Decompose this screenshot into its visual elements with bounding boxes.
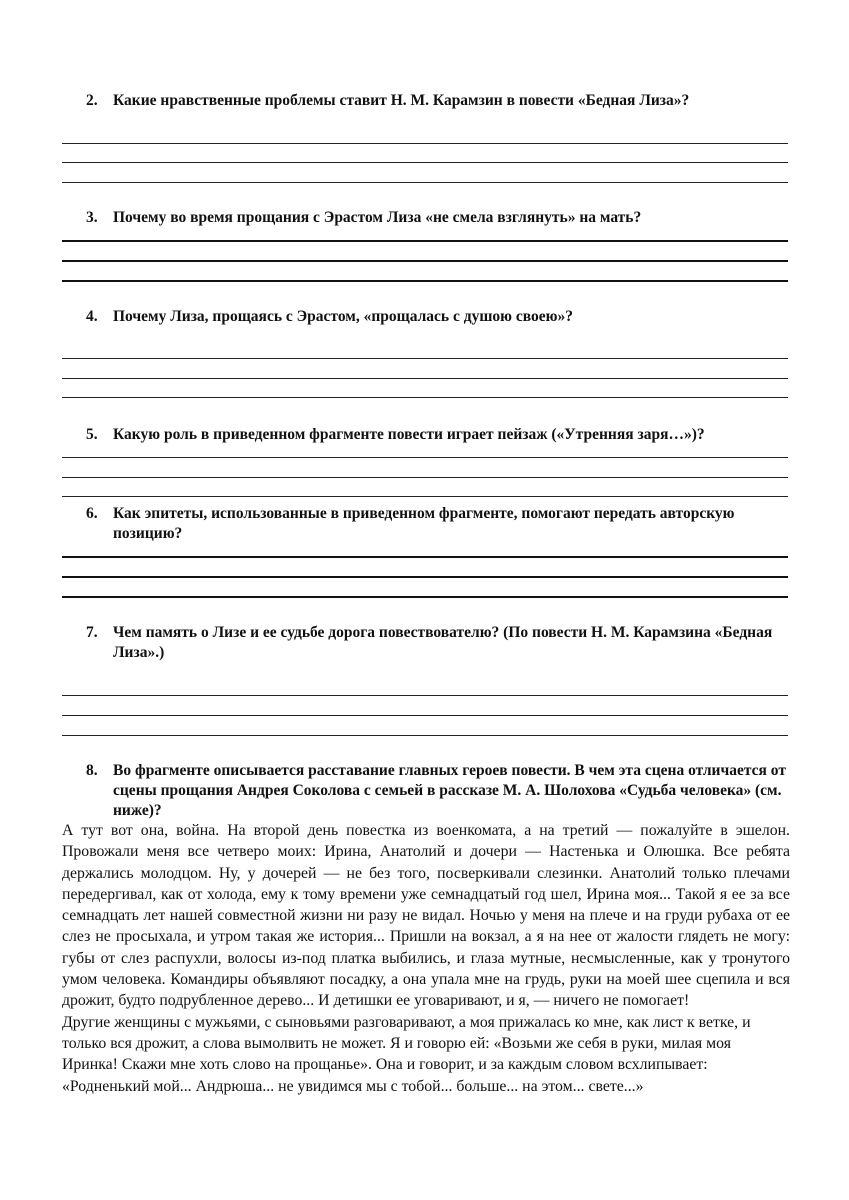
question-4 (86, 307, 786, 327)
sholokhov-excerpt (62, 820, 790, 1097)
answer-line[interactable] (62, 457, 788, 458)
answer-line[interactable] (62, 378, 788, 379)
answer-line[interactable] (62, 397, 788, 398)
answer-line[interactable] (62, 162, 788, 163)
question-number: 7. (86, 624, 98, 641)
question-text: Какую роль в приведенном фрагменте повести играет пейзаж («Утренняя заря…»)? (113, 426, 705, 443)
answer-line[interactable] (62, 496, 788, 497)
question-5 (86, 425, 786, 445)
answer-line[interactable] (62, 143, 788, 144)
question-8 (86, 761, 786, 821)
answer-line[interactable] (62, 556, 788, 558)
question-text: Как эпитеты, использованные в приведенном фрагменте, помогают передать авторскую позицию? (113, 505, 735, 542)
question-number: 4. (86, 308, 98, 325)
question-2 (86, 91, 786, 111)
question-text: Почему Лиза, прощаясь с Эрастом, «прощалась с душою своею»? (113, 308, 574, 325)
answer-line[interactable] (62, 576, 788, 578)
answer-line[interactable] (62, 280, 788, 282)
answer-line[interactable] (62, 715, 788, 716)
excerpt-paragraph-2: Другие женщины с мужьями, с сыновьями разговаривают, а моя прижалась ко мне, как лист к ветке, и только вся дрожит, а слова вымолвить не может. Я и говорю ей: «Возьми же себя в руки, милая моя Иринка! Скажи мне хоть слово на прощанье». Она и говорит, и за каждым словом всхлипывает: «Родненький мой... Андрюша... не увидимся мы с тобой... больше... на этом... свете...» (62, 1013, 751, 1095)
question-text: Чем память о Лизе и ее судьбе дорога повествователю? (По повести Н. М. Карамзина «Бедная Лиза».) (113, 624, 773, 661)
question-text: Почему во время прощания с Эрастом Лиза «не смела взглянуть» на мать? (113, 209, 642, 226)
question-7 (86, 623, 786, 663)
answer-line[interactable] (62, 240, 788, 242)
question-number: 3. (86, 209, 98, 226)
answer-line[interactable] (62, 182, 788, 183)
answer-line[interactable] (62, 358, 788, 359)
excerpt-paragraph-1: А тут вот она, война. На второй день повестка из военкомата, а на третий — пожалуйте в эшелон. Провожали меня все четверо моих: Ирина, Анатолий и дочери — Настенька и Олюшка. Все ребята держались молодцом. Ну, у дочерей — не без того, посверкивали слезинки. Анатолий только плечами передергивал, как от холода, ему к тому времени уже семнадцатый год шел, Ирина моя... Такой я ее за все семнадцать лет нашей совместной жизни ни разу не видал. Ночью у меня на плече и на груди рубаха от ее слез не просыхала, и утром такая же история... Пришли на вокзал, а я на нее от жалости глядеть не могу: губы от слез распухли, волосы из-под платка выбились, и глаза мутные, несмысленные, как у тронутого умом человека. Командиры объявляют посадку, а она упала мне на грудь, руки на моей шее сцепила и вся дрожит, будто подрубленное дерево... И детишки ее уговаривают, и я, — ничего не помогает! (62, 822, 790, 1010)
question-text: Какие нравственные проблемы ставит Н. М. Карамзин в повести «Бедная Лиза»? (113, 92, 690, 109)
question-number: 5. (86, 426, 98, 443)
question-number: 2. (86, 92, 98, 109)
answer-line[interactable] (62, 735, 788, 736)
question-text: Во фрагменте описывается расставание главных героев повести. В чем эта сцена отличается от сцены прощания Андрея Соколова с семьей в рассказе М. А. Шолохова «Судьба человека» (см. ниже)? (113, 762, 786, 819)
answer-line[interactable] (62, 260, 788, 262)
answer-line[interactable] (62, 596, 788, 598)
question-6 (86, 504, 786, 544)
answer-line[interactable] (62, 477, 788, 478)
question-number: 8. (86, 762, 98, 779)
question-number: 6. (86, 505, 98, 522)
question-3 (86, 208, 786, 228)
answer-line[interactable] (62, 695, 788, 696)
